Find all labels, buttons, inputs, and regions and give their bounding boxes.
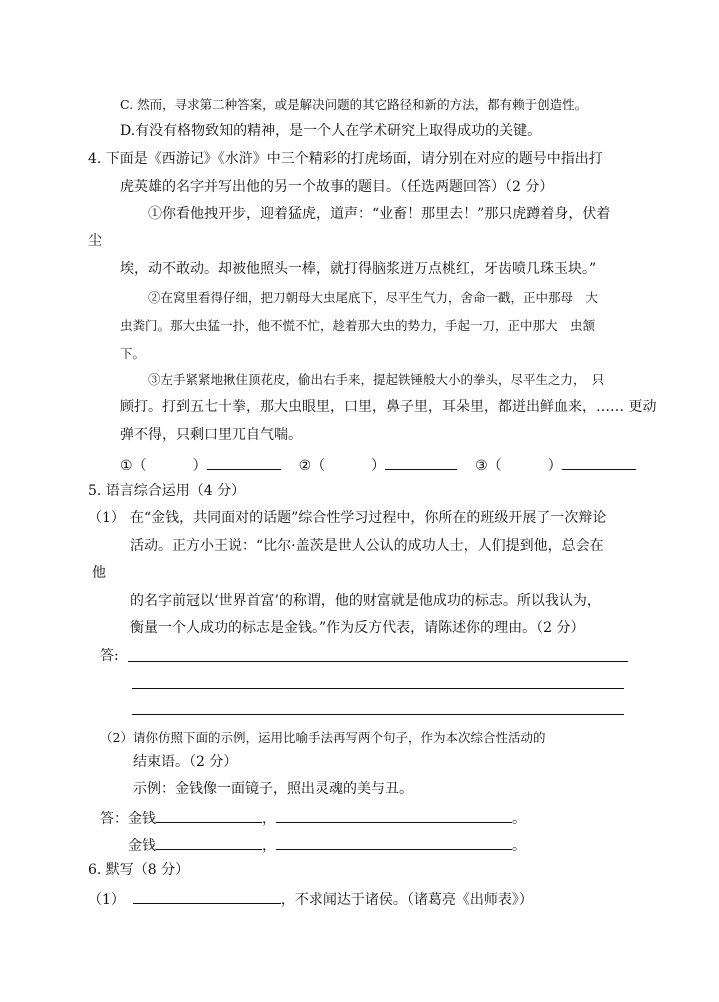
q5-example: 示例：金钱像一面镜子，照出灵魂的美与丑。 [133, 781, 413, 797]
option-d: D.有没有格物致知的精神，是一个人在学术研究上取得成功的关键。 [120, 123, 542, 139]
q4-prompt-line2: 虎英雄的名字并写出他的另一个故事的题目。（任选两题回答）（2 分） [120, 179, 554, 195]
period-2: 。 [512, 838, 526, 854]
q5-part2-line2: 结束语。（2 分） [133, 754, 238, 770]
q5-part1-line4: 的名字前冠以‘世界首富’的称谓，他的财富就是他成功的标志。所以我认为， [130, 593, 601, 609]
money-label-2: 金钱 [128, 838, 156, 854]
q4-passage2-line1: ②在窝里看得仔细，把刀朝母大虫尾底下，尽平生气力，舍命一戳，正中那母 大 [148, 290, 599, 305]
q4-prompt-line1: 4. 下面是《西游记》《水浒》中三个精彩的打虎场面，请分别在对应的题号中指出打 [88, 151, 603, 167]
q4-passage1-line3: 埃，动不敢动。却被他照头一棒，就打得脑浆迸万点桃红，牙齿喷几珠玉块。” [120, 261, 597, 277]
q4-passage1-line1: ①你看他拽开步，迎着猛虎，道声：“业畜！那里去！”那只虎蹲着身，伏着 [148, 206, 611, 222]
money-blank-2b[interactable] [276, 835, 512, 850]
q4-answer-row [120, 455, 636, 475]
q6-part1-text: ，不求闻达于诸侯。（诸葛亮《出师表》） [280, 892, 533, 908]
money-blank-1a[interactable] [156, 808, 262, 823]
q5-part1-line2: 活动。正方小王说：“比尔·盖茨是世人公认的成功人士，人们提到他，总会在 [130, 538, 604, 554]
q5-answer2-label: 答： [100, 811, 128, 827]
q5-part1-line1: 在“金钱，共同面对的话题”综合性学习过程中，你所在的班级开展了一次辩论 [130, 510, 607, 526]
answer3-blank[interactable] [562, 455, 636, 470]
q5-part1-line5: 衡量一个人成功的标志是金钱。”作为反方代表，请陈述你的理由。（2 分） [130, 620, 585, 636]
period-1: 。 [512, 811, 526, 827]
q5-part1-line3: 他 [92, 565, 106, 581]
q5-answer2-row2 [128, 835, 526, 855]
comma-1: ， [262, 811, 276, 827]
q5-answer-line2[interactable] [132, 688, 624, 689]
answer1-label: ①（ [120, 458, 147, 474]
q6-part1-row [88, 889, 533, 909]
q4-passage3-line3: 弹不得，只剩口里兀自气喘。 [120, 427, 302, 443]
answer2-paren: ） [371, 458, 386, 474]
answer2-label: ②（ [298, 458, 326, 474]
comma-2: ， [262, 838, 276, 854]
answer1-paren: ） [192, 458, 207, 474]
answer2-blank[interactable] [385, 455, 457, 470]
option-c: C. 然而，寻求第二种答案，或是解决问题的其它路径和新的方法，都有赖于创造性。 [120, 97, 588, 112]
q6-title: 6. 默写（8 分） [88, 862, 190, 878]
answer3-paren: ） [547, 458, 562, 474]
q5-part1-number: （1） [88, 510, 125, 526]
answer1-blank[interactable] [207, 455, 281, 470]
q5-answer-label: 答: [100, 648, 119, 664]
money-blank-2a[interactable] [156, 835, 262, 850]
q4-passage2-line3: 下。 [120, 346, 146, 361]
answer3-label: ③（ [475, 458, 502, 474]
q4-passage1-line2: 尘 [88, 233, 102, 249]
money-label-1: 金钱 [128, 811, 156, 827]
q4-passage3-line2: 顾打。打到五七十拳，那大虫眼里，口里，鼻子里，耳朵里，都迸出鲜血来，…… 更动 [120, 399, 657, 415]
q5-part2-line1: 请你仿照下面的示例，运用比喻手法再写两个句子，作为本次综合性活动的 [133, 730, 546, 745]
q5-title: 5. 语言综合运用（4 分） [88, 483, 246, 499]
q5-answer-line1[interactable] [128, 661, 628, 662]
q6-part1-blank[interactable] [133, 889, 281, 904]
q5-answer2-row1 [100, 808, 526, 828]
q4-passage3-line1: ③左手紧紧地揪住顶花皮，偷出右手来，提起铁锤般大小的拳头，尽平生之力， 只 [148, 372, 605, 387]
q4-passage2-line2: 虫粪门。那大虫猛一扑，他不慌不忙，趁着那大虫的势力，手起一刀，正中那大 虫颔 [120, 318, 596, 333]
q6-part1-number: （1） [88, 892, 125, 908]
q5-answer-line3[interactable] [132, 714, 624, 715]
q5-part2-number: （2） [100, 730, 133, 745]
money-blank-1b[interactable] [276, 808, 512, 823]
